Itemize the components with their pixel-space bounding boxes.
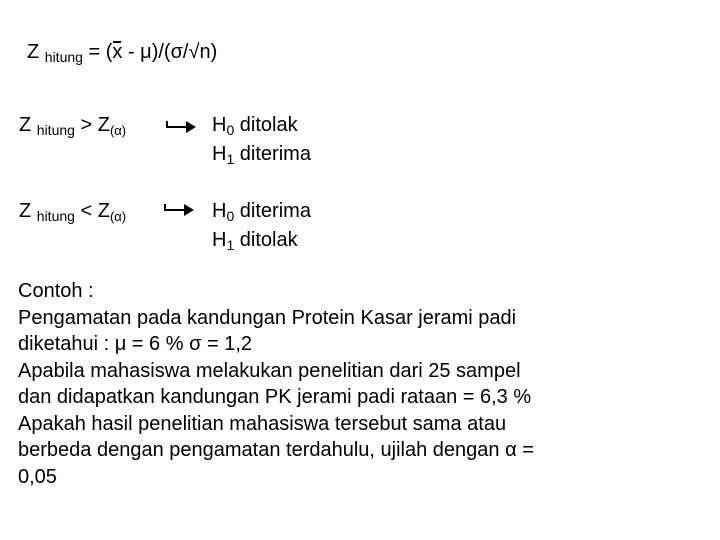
rule-2-h1-label: H bbox=[212, 229, 227, 251]
rule-1-arrow-icon bbox=[166, 120, 196, 134]
rule-2-alpha-sub: (α) bbox=[109, 209, 127, 224]
rule-2-h0-text: diterima bbox=[234, 200, 311, 222]
rule-1-h0-sub: 0 bbox=[226, 122, 235, 138]
rule-2-h1-sub: 1 bbox=[226, 237, 235, 253]
rule-1-sub-hitung: hitung bbox=[36, 122, 75, 138]
z-formula bbox=[27, 40, 217, 65]
example-paragraph bbox=[18, 278, 708, 490]
rule-2-condition bbox=[19, 199, 126, 225]
rule-1-z: Z bbox=[19, 114, 32, 136]
rule-1-h1-label: H bbox=[212, 143, 227, 165]
example-line: Contoh : bbox=[18, 280, 94, 302]
rule-1-alpha-sub: (α) bbox=[109, 123, 127, 138]
example-line: diketahui : μ = 6 % σ = 1,2 bbox=[18, 333, 253, 355]
rule-2-h0-label: H bbox=[212, 200, 227, 222]
rule-1-operator: > Z bbox=[74, 114, 110, 136]
example-line: Apakah hasil penelitian mahasiswa tersebut sama atau bbox=[18, 412, 507, 435]
rule-2-h1 bbox=[212, 228, 298, 253]
rule-2-sub-hitung: hitung bbox=[36, 208, 75, 224]
rule-2-arrow-icon bbox=[164, 203, 194, 217]
rule-2-h0 bbox=[212, 199, 311, 224]
formula-z: Z bbox=[27, 41, 40, 63]
example-line: dan didapatkan kandungan PK jerami padi rataan = 6,3 % bbox=[18, 386, 532, 408]
formula-eq: = ( bbox=[82, 41, 113, 63]
rule-2-z: Z bbox=[19, 200, 32, 222]
example-line: Apabila mahasiswa melakukan penelitian dari 25 sampel bbox=[18, 359, 521, 382]
formula-xbar: x bbox=[112, 41, 123, 63]
rule-1-h0 bbox=[212, 113, 298, 138]
example-line: 0,05 bbox=[18, 465, 57, 488]
rule-1-h1 bbox=[212, 142, 311, 167]
rule-1-h1-sub: 1 bbox=[226, 151, 235, 167]
formula-sub-hitung: hitung bbox=[44, 49, 83, 65]
example-line: berbeda dengan pengamatan terdahulu, ujilah dengan α = bbox=[18, 439, 534, 461]
rule-1-h1-text: diterima bbox=[234, 143, 311, 165]
example-line: Pengamatan pada kandungan Protein Kasar jerami padi bbox=[18, 306, 517, 329]
rule-2-h0-sub: 0 bbox=[226, 208, 235, 224]
rule-2-h1-text: ditolak bbox=[234, 229, 298, 251]
rule-2-operator: < Z bbox=[74, 200, 110, 222]
rule-1-h0-text: ditolak bbox=[234, 114, 298, 136]
rule-1-h0-label: H bbox=[212, 114, 227, 136]
formula-rest: - μ)/(σ/√n) bbox=[122, 41, 218, 63]
rule-1-condition bbox=[19, 113, 126, 139]
